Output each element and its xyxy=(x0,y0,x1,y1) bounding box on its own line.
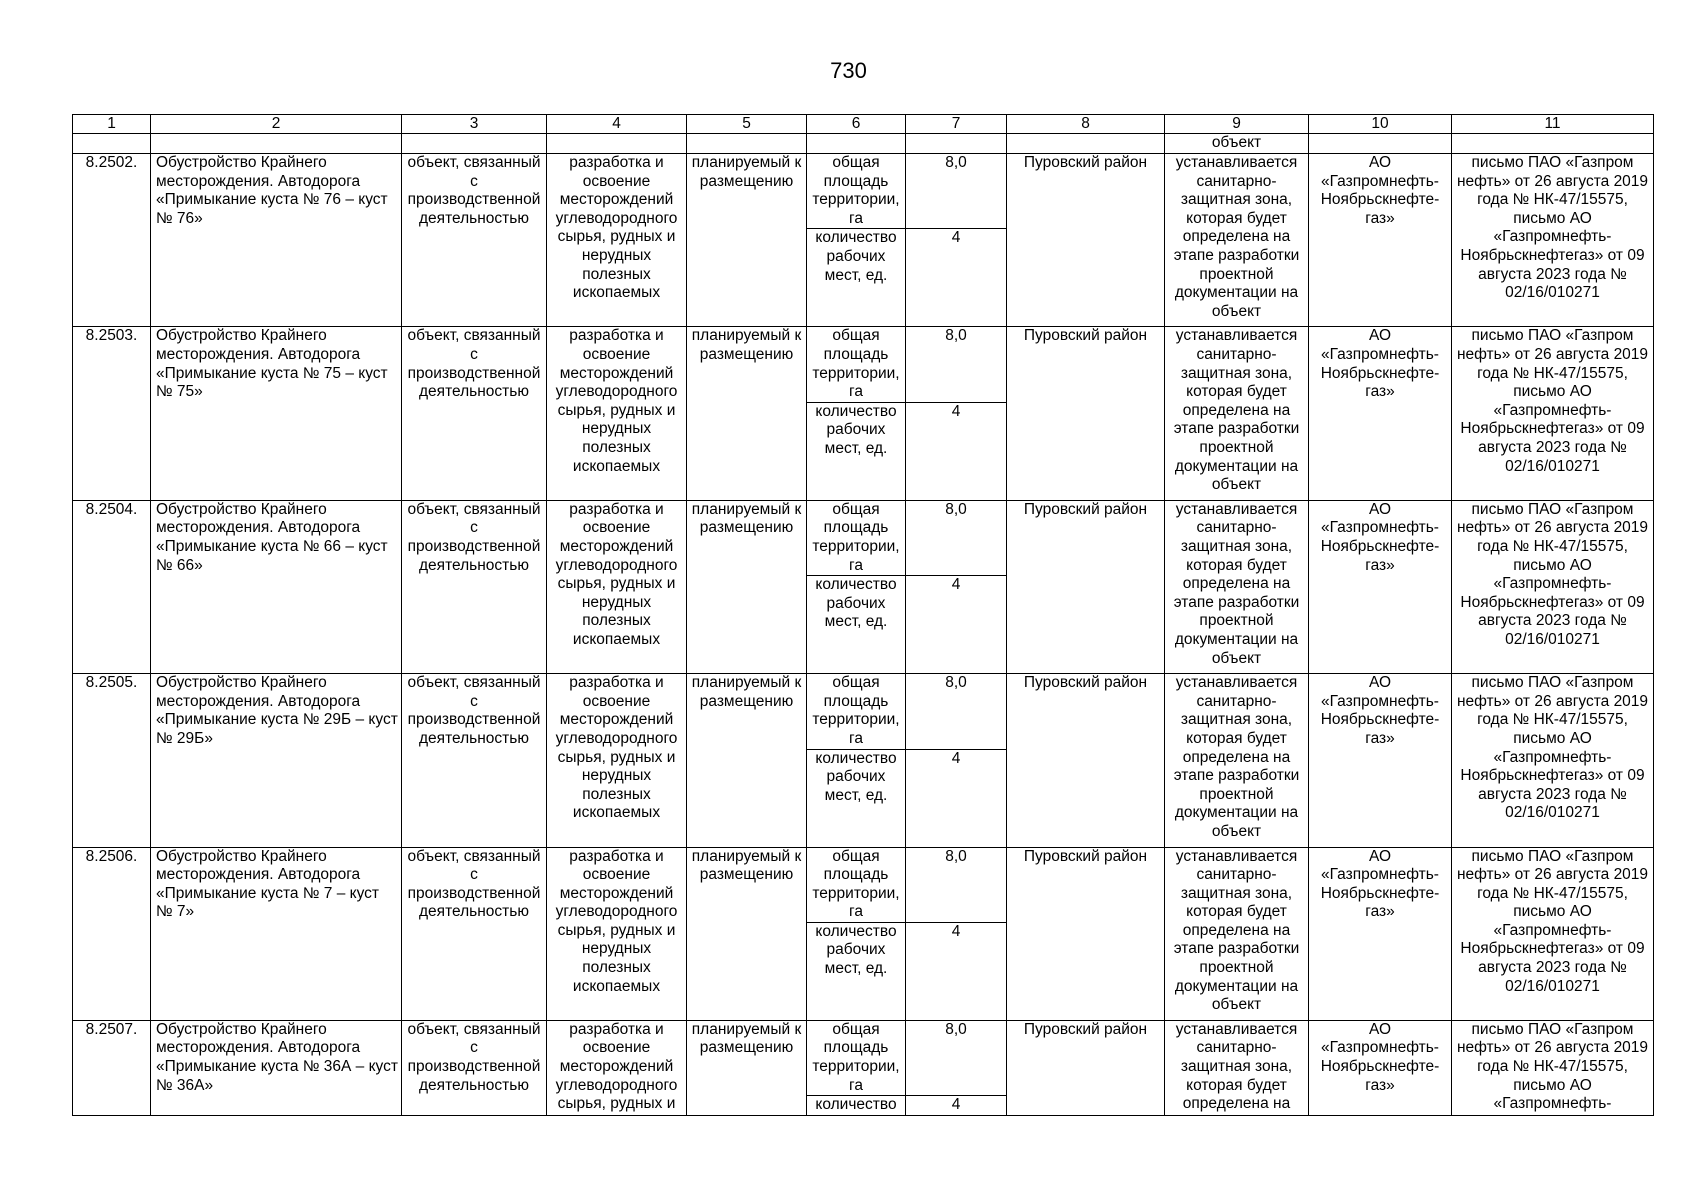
column-header: 7 xyxy=(906,115,1007,134)
characteristic-workplaces-label: количество рабочих мест, ед. xyxy=(807,576,906,674)
object-purpose: объект, связанный с производственной деятельностью xyxy=(402,500,547,673)
characteristic-workplaces-label: количество рабочих мест, ед. xyxy=(807,402,906,500)
column-header: 8 xyxy=(1007,115,1165,134)
activity-type: разработка и освоение месторождений углеводородного сырья, рудных и нерудных полезных ископаемых xyxy=(547,847,687,1020)
column-number-row xyxy=(73,115,1654,134)
characteristic-workplaces-label: количество рабочих мест, ед. xyxy=(807,749,906,847)
object-purpose: объект, связанный с производственной деятельностью xyxy=(402,154,547,327)
basis-documents: письмо ПАО «Газпром нефть» от 26 августа 2019 года № НК-47/15575, письмо АО «Газпромнефть-Ноябрьскнефтегаз» от 09 августа 2023 года № 02/16/010271 xyxy=(1452,327,1654,500)
owner: АО «Газпромнефть-Ноябрьскнефте-газ» xyxy=(1309,1020,1452,1115)
location: Пуровский район xyxy=(1007,500,1165,673)
record-row xyxy=(73,500,1654,575)
protection-zone: устанавливается санитарно-защитная зона, которая будет определена на xyxy=(1165,1020,1309,1115)
object-name: Обустройство Крайнего месторождения. Автодорога «Примыкание куста № 29Б – куст № 29Б» xyxy=(151,674,402,847)
record-row xyxy=(73,1020,1654,1095)
characteristic-area-label: общая площадь территории, га xyxy=(807,154,906,229)
object-name: Обустройство Крайнего месторождения. Автодорога «Примыкание куста № 76 – куст № 76» xyxy=(151,154,402,327)
characteristic-area-label: общая площадь территории, га xyxy=(807,847,906,922)
characteristic-area-value: 8,0 xyxy=(906,154,1007,229)
protection-zone: устанавливается санитарно-защитная зона, которая будет определена на этапе разработки проектной документации на объект xyxy=(1165,847,1309,1020)
record-row xyxy=(73,847,1654,922)
registry-table xyxy=(72,114,1654,1116)
location: Пуровский район xyxy=(1007,1020,1165,1115)
column-header: 10 xyxy=(1309,115,1452,134)
characteristic-area-label: общая площадь территории, га xyxy=(807,1020,906,1095)
continuation-row xyxy=(73,134,1654,154)
characteristic-area-label: общая площадь территории, га xyxy=(807,327,906,402)
location: Пуровский район xyxy=(1007,847,1165,1020)
object-status: планируемый к размещению xyxy=(687,154,807,327)
column-header: 2 xyxy=(151,115,402,134)
record-number: 8.2504. xyxy=(73,500,151,673)
object-purpose: объект, связанный с производственной деятельностью xyxy=(402,327,547,500)
object-status: планируемый к размещению xyxy=(687,847,807,1020)
protection-zone: устанавливается санитарно-защитная зона, которая будет определена на этапе разработки проектной документации на объект xyxy=(1165,327,1309,500)
object-status: планируемый к размещению xyxy=(687,500,807,673)
location: Пуровский район xyxy=(1007,154,1165,327)
object-name: Обустройство Крайнего месторождения. Автодорога «Примыкание куста № 7 – куст № 7» xyxy=(151,847,402,1020)
column-header: 11 xyxy=(1452,115,1654,134)
activity-type: разработка и освоение месторождений углеводородного сырья, рудных и нерудных полезных ископаемых xyxy=(547,674,687,847)
record-row xyxy=(73,674,1654,749)
protection-zone: устанавливается санитарно-защитная зона, которая будет определена на этапе разработки проектной документации на объект xyxy=(1165,154,1309,327)
activity-type: разработка и освоение месторождений углеводородного сырья, рудных и xyxy=(547,1020,687,1115)
characteristic-area-label: общая площадь территории, га xyxy=(807,674,906,749)
characteristic-workplaces-value: 4 xyxy=(906,1096,1007,1116)
object-status: планируемый к размещению xyxy=(687,1020,807,1115)
characteristic-workplaces-label: количество xyxy=(807,1096,906,1116)
characteristic-area-value: 8,0 xyxy=(906,500,1007,575)
record-row xyxy=(73,327,1654,402)
object-name: Обустройство Крайнего месторождения. Автодорога «Примыкание куста № 36А – куст № 36А» xyxy=(151,1020,402,1115)
basis-documents: письмо ПАО «Газпром нефть» от 26 августа 2019 года № НК-47/15575, письмо АО «Газпромнефть-Ноябрьскнефтегаз» от 09 августа 2023 года № 02/16/010271 xyxy=(1452,674,1654,847)
basis-documents: письмо ПАО «Газпром нефть» от 26 августа 2019 года № НК-47/15575, письмо АО «Газпромнефть-Ноябрьскнефтегаз» от 09 августа 2023 года № 02/16/010271 xyxy=(1452,154,1654,327)
record-number: 8.2502. xyxy=(73,154,151,327)
characteristic-area-label: общая площадь территории, га xyxy=(807,500,906,575)
characteristic-workplaces-label: количество рабочих мест, ед. xyxy=(807,229,906,327)
characteristic-workplaces-value: 4 xyxy=(906,229,1007,327)
column-header: 9 xyxy=(1165,115,1309,134)
characteristic-workplaces-value: 4 xyxy=(906,402,1007,500)
column-header: 1 xyxy=(73,115,151,134)
owner: АО «Газпромнефть-Ноябрьскнефте-газ» xyxy=(1309,674,1452,847)
basis-documents: письмо ПАО «Газпром нефть» от 26 августа 2019 года № НК-47/15575, письмо АО «Газпромнефть-Ноябрьскнефтегаз» от 09 августа 2023 года № 02/16/010271 xyxy=(1452,847,1654,1020)
owner: АО «Газпромнефть-Ноябрьскнефте-газ» xyxy=(1309,847,1452,1020)
record-number: 8.2506. xyxy=(73,847,151,1020)
owner: АО «Газпромнефть-Ноябрьскнефте-газ» xyxy=(1309,327,1452,500)
location: Пуровский район xyxy=(1007,674,1165,847)
location: Пуровский район xyxy=(1007,327,1165,500)
activity-type: разработка и освоение месторождений углеводородного сырья, рудных и нерудных полезных ископаемых xyxy=(547,500,687,673)
continuation-text: объект xyxy=(1165,134,1309,154)
basis-documents: письмо ПАО «Газпром нефть» от 26 августа 2019 года № НК-47/15575, письмо АО «Газпромнефть-Ноябрьскнефтегаз» от 09 августа 2023 года № 02/16/010271 xyxy=(1452,500,1654,673)
object-purpose: объект, связанный с производственной деятельностью xyxy=(402,1020,547,1115)
characteristic-workplaces-label: количество рабочих мест, ед. xyxy=(807,922,906,1020)
activity-type: разработка и освоение месторождений углеводородного сырья, рудных и нерудных полезных ископаемых xyxy=(547,154,687,327)
characteristic-workplaces-value: 4 xyxy=(906,922,1007,1020)
characteristic-area-value: 8,0 xyxy=(906,327,1007,402)
record-row xyxy=(73,154,1654,229)
record-number: 8.2507. xyxy=(73,1020,151,1115)
object-status: планируемый к размещению xyxy=(687,674,807,847)
owner: АО «Газпромнефть-Ноябрьскнефте-газ» xyxy=(1309,500,1452,673)
owner: АО «Газпромнефть-Ноябрьскнефте-газ» xyxy=(1309,154,1452,327)
protection-zone: устанавливается санитарно-защитная зона, которая будет определена на этапе разработки проектной документации на объект xyxy=(1165,500,1309,673)
basis-documents: письмо ПАО «Газпром нефть» от 26 августа 2019 года № НК-47/15575, письмо АО «Газпромнефть- xyxy=(1452,1020,1654,1115)
protection-zone: устанавливается санитарно-защитная зона, которая будет определена на этапе разработки проектной документации на объект xyxy=(1165,674,1309,847)
object-purpose: объект, связанный с производственной деятельностью xyxy=(402,674,547,847)
record-number: 8.2503. xyxy=(73,327,151,500)
characteristic-workplaces-value: 4 xyxy=(906,749,1007,847)
object-name: Обустройство Крайнего месторождения. Автодорога «Примыкание куста № 66 – куст № 66» xyxy=(151,500,402,673)
record-number: 8.2505. xyxy=(73,674,151,847)
column-header: 5 xyxy=(687,115,807,134)
characteristic-workplaces-value: 4 xyxy=(906,576,1007,674)
activity-type: разработка и освоение месторождений углеводородного сырья, рудных и нерудных полезных ископаемых xyxy=(547,327,687,500)
characteristic-area-value: 8,0 xyxy=(906,847,1007,922)
column-header: 3 xyxy=(402,115,547,134)
object-purpose: объект, связанный с производственной деятельностью xyxy=(402,847,547,1020)
object-name: Обустройство Крайнего месторождения. Автодорога «Примыкание куста № 75 – куст № 75» xyxy=(151,327,402,500)
characteristic-area-value: 8,0 xyxy=(906,1020,1007,1095)
object-status: планируемый к размещению xyxy=(687,327,807,500)
page-number: 730 xyxy=(830,58,867,83)
column-header: 6 xyxy=(807,115,906,134)
characteristic-area-value: 8,0 xyxy=(906,674,1007,749)
column-header: 4 xyxy=(547,115,687,134)
